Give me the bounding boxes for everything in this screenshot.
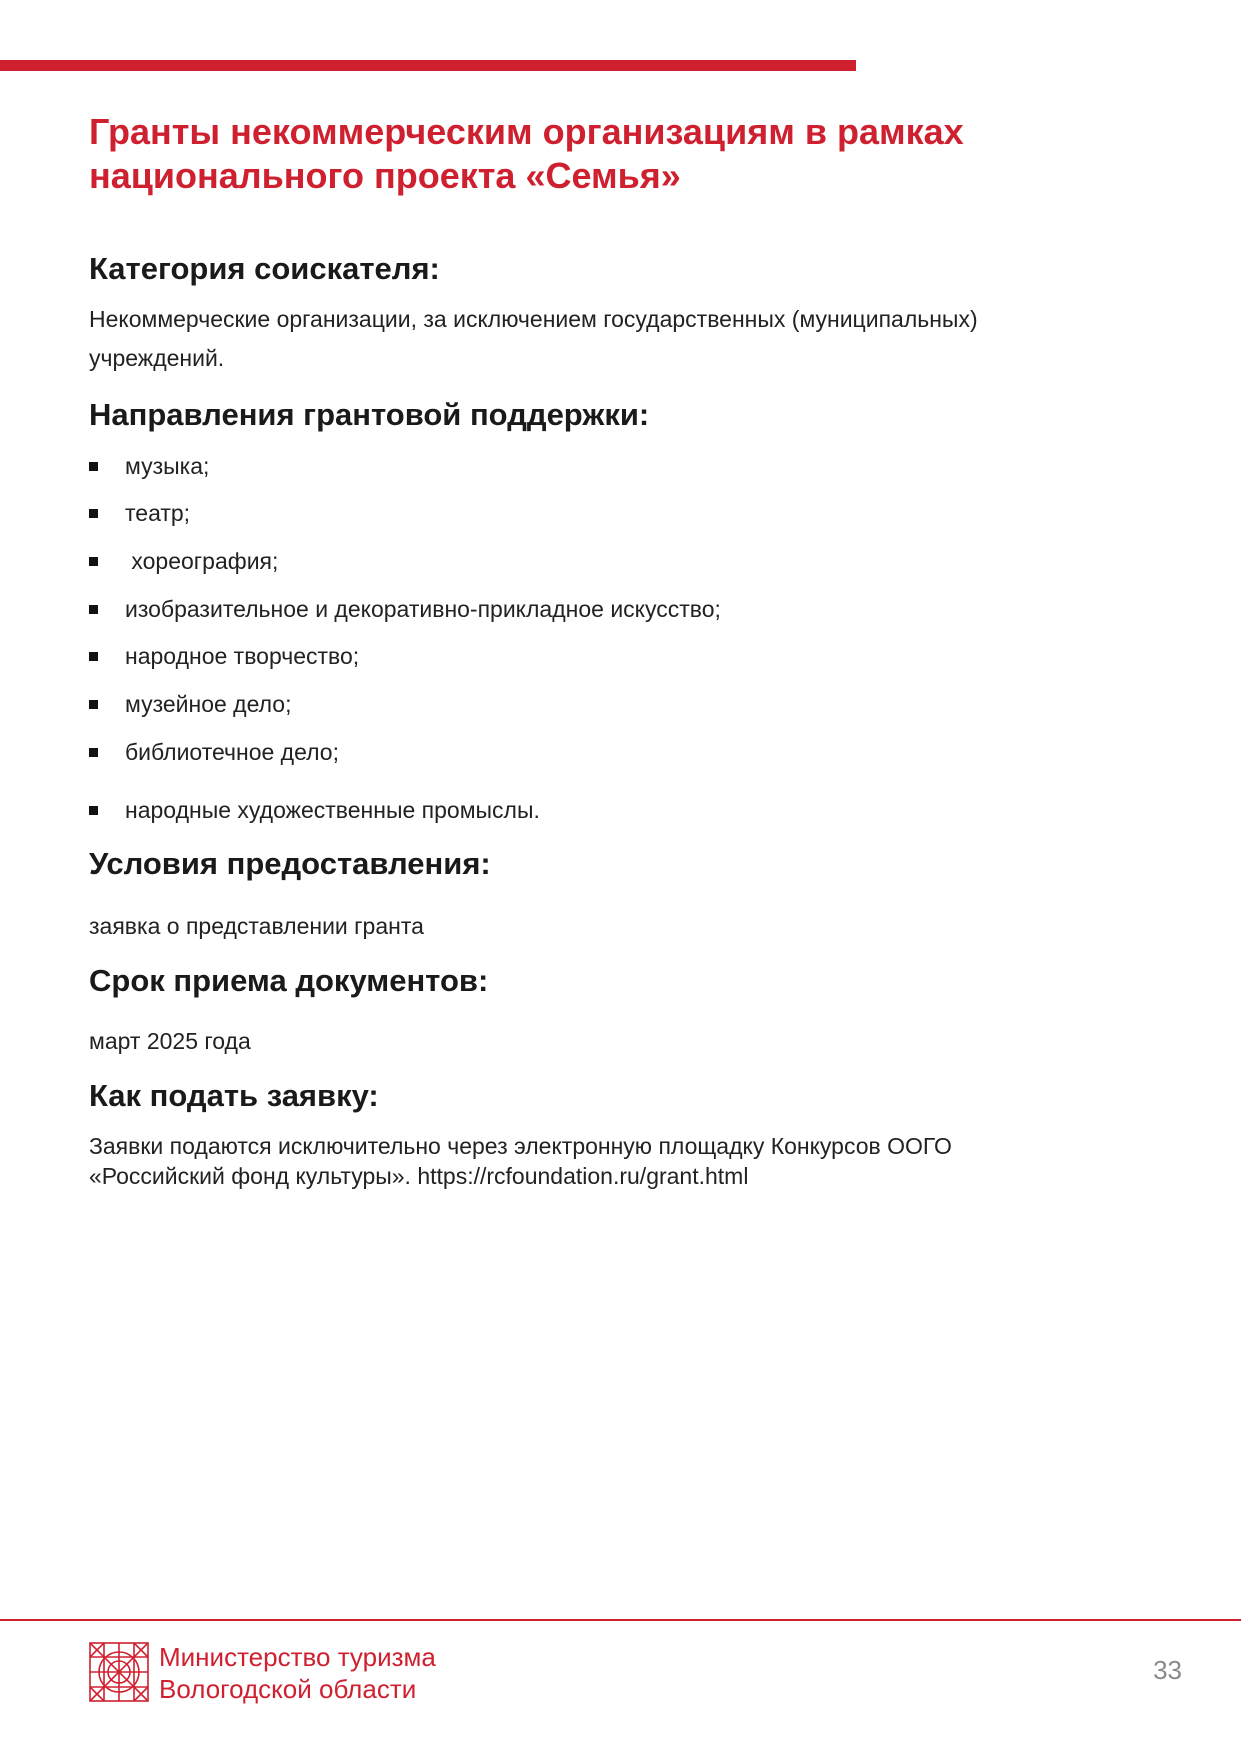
section-category	[89, 250, 1149, 288]
list-item	[89, 594, 721, 624]
deadline-heading: Срок приема документов:	[89, 963, 489, 998]
section-deadline-body	[89, 1026, 1149, 1056]
footer-org-line2: Вологодской области	[159, 1674, 417, 1704]
list-item-text: народные художественные промыслы.	[125, 797, 540, 823]
section-conditions-body	[89, 911, 1149, 941]
bullet-square-icon	[89, 557, 98, 566]
list-item-text: народное творчество;	[125, 643, 360, 669]
list-item-text: хореография;	[125, 548, 279, 574]
section-how-to-apply-body	[89, 1131, 1079, 1191]
list-item	[89, 689, 291, 719]
category-heading: Категория соискателя:	[89, 251, 440, 286]
document-header	[89, 110, 1139, 198]
list-item-text: библиотечное дело;	[125, 739, 339, 765]
conditions-text: заявка о представлении гранта	[89, 913, 424, 939]
ministry-emblem-icon	[89, 1642, 149, 1702]
category-text: Некоммерческие организации, за исключением государственных (муниципальных) учреждений.	[89, 306, 978, 371]
bullet-square-icon	[89, 806, 98, 815]
how-to-apply-text: Заявки подаются исключительно через электронную площадку Конкурсов ООГО «Российский фонд культуры». https://rcfoundation.ru/grant.html	[89, 1133, 952, 1189]
section-how-to-apply	[89, 1077, 1149, 1115]
page-title: Гранты некоммерческим организациям в рамках национального проекта «Семья»	[89, 111, 964, 196]
section-directions	[89, 396, 1149, 434]
footer-divider	[0, 1619, 1241, 1621]
footer-organization	[159, 1641, 436, 1705]
page-number: 33	[1153, 1655, 1182, 1685]
bullet-square-icon	[89, 462, 98, 471]
section-deadline	[89, 962, 1149, 1000]
bullet-square-icon	[89, 509, 98, 518]
bullet-square-icon	[89, 748, 98, 757]
list-item	[89, 498, 190, 528]
section-category-body	[89, 300, 1089, 378]
list-item	[89, 795, 540, 825]
bullet-square-icon	[89, 605, 98, 614]
list-item-text: изобразительное и декоративно-прикладное искусство;	[125, 596, 721, 622]
list-item-text: музейное дело;	[125, 691, 292, 717]
bullet-square-icon	[89, 700, 98, 709]
list-item-text: музыка;	[125, 453, 210, 479]
list-item-text: театр;	[125, 500, 191, 526]
top-accent-bar	[0, 60, 856, 71]
bullet-square-icon	[89, 652, 98, 661]
how-to-apply-heading: Как подать заявку:	[89, 1078, 379, 1113]
list-item	[89, 641, 359, 671]
conditions-heading: Условия предоставления:	[89, 846, 491, 881]
footer-org-line1: Министерство туризма	[159, 1642, 436, 1672]
deadline-text: март 2025 года	[89, 1028, 251, 1054]
list-item	[89, 546, 278, 576]
list-item	[89, 451, 209, 481]
section-conditions	[89, 845, 1149, 883]
list-item	[89, 737, 339, 767]
directions-heading: Направления грантовой поддержки:	[89, 397, 650, 432]
